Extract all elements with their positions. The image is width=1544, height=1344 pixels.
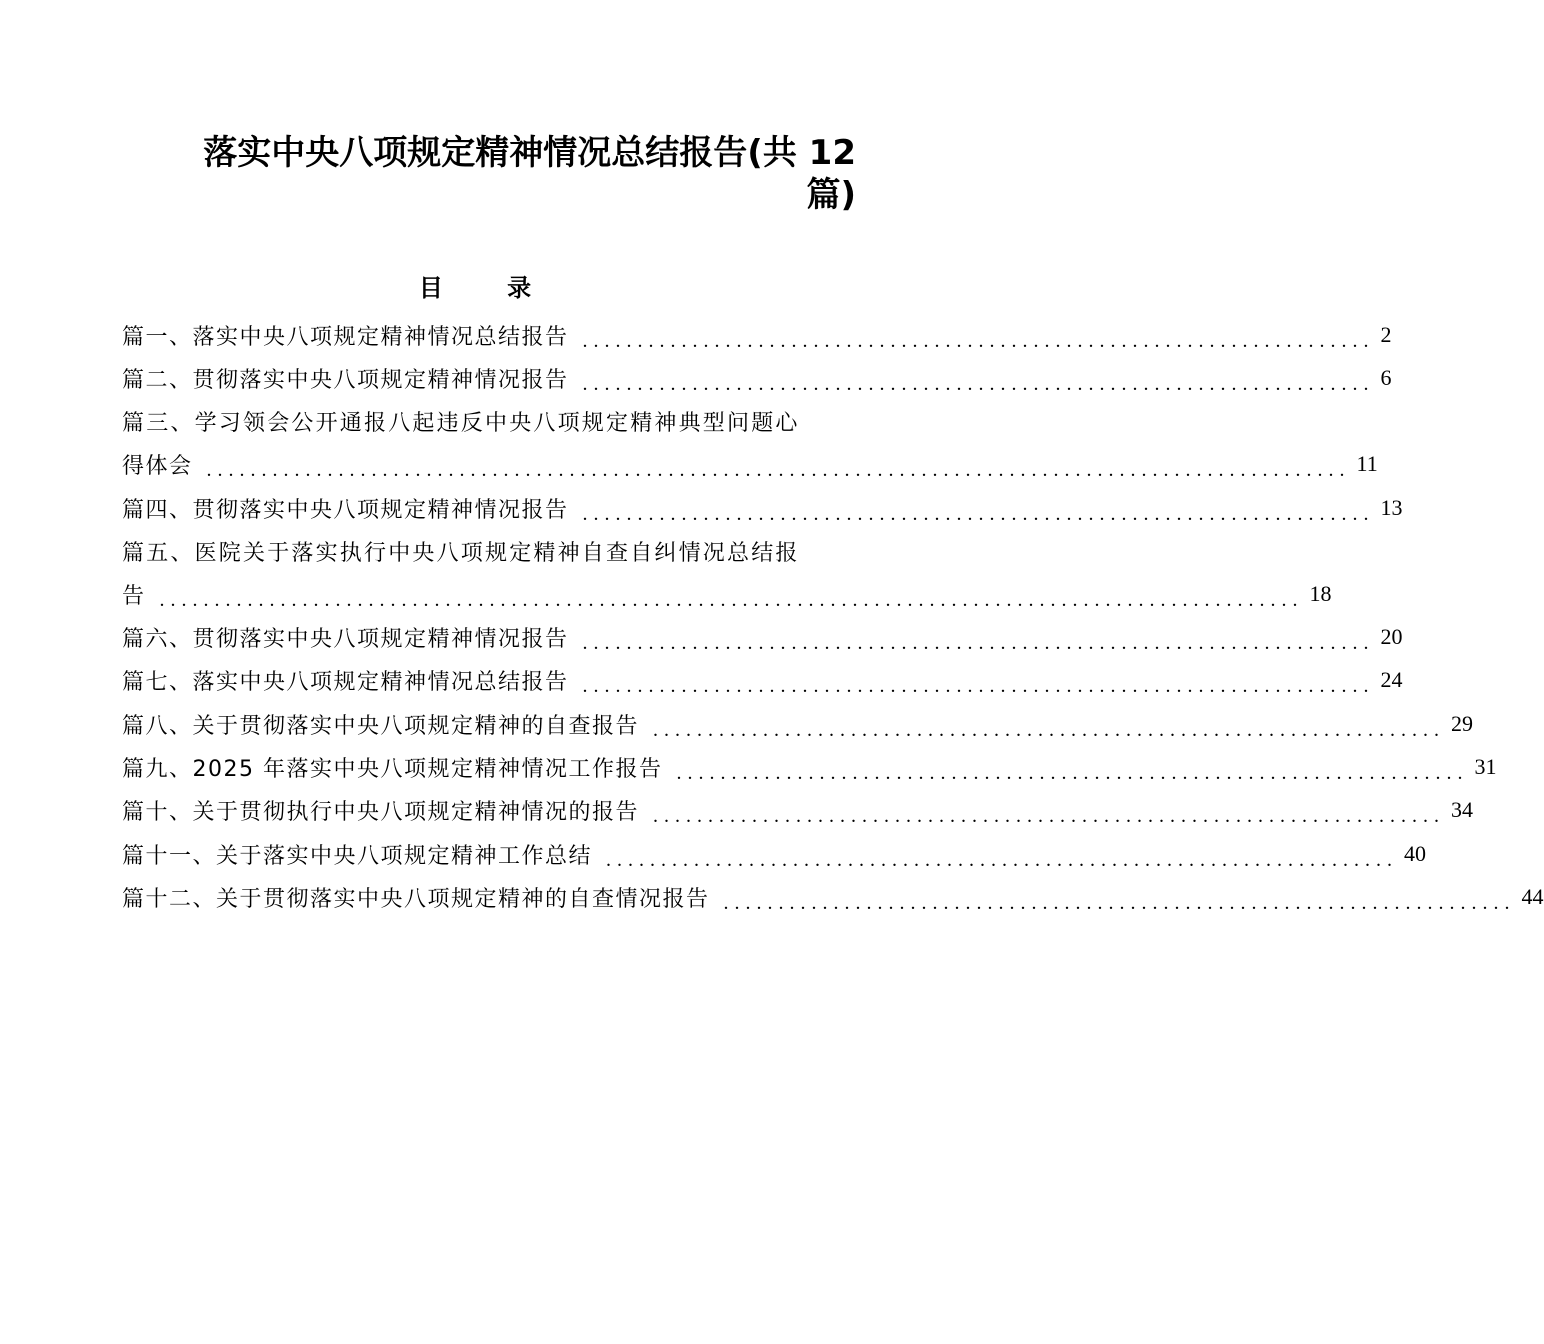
toc-entry-label: 得体会 — [122, 453, 193, 479]
toc-entry-6[interactable] — [122, 617, 1403, 657]
toc-page-number: 20 — [1380, 624, 1403, 649]
toc-entry-label: 告 — [122, 583, 146, 609]
toc-leader-dots: ........................................................................ — [676, 762, 1469, 784]
toc-entry-label: 篇九、2025 年落实中央八项规定精神情况工作报告 — [122, 756, 663, 782]
toc-leader-dots: ........................................................................ — [582, 330, 1375, 352]
toc-leader-dots: ........................................................................ — [582, 632, 1375, 654]
toc-entry-label: 篇八、关于贯彻落实中央八项规定精神的自查报告 — [122, 713, 640, 739]
toc-page-number: 34 — [1451, 797, 1474, 822]
toc-entry-3-line-2[interactable] — [122, 444, 1378, 484]
toc-entry-5-line-1[interactable] — [122, 531, 850, 571]
toc-entry-4[interactable] — [122, 488, 1403, 528]
toc-entry-label: 篇四、贯彻落实中央八项规定精神情况报告 — [122, 497, 569, 523]
toc-entry-7[interactable] — [122, 660, 1403, 700]
toc-entry-label: 篇一、落实中央八项规定精神情况总结报告 — [122, 324, 569, 350]
toc-entry-label: 篇三、学习领会公开通报八起违反中央八项规定精神典型问题心 — [122, 410, 800, 436]
toc-page-number: 6 — [1380, 365, 1392, 390]
toc-leader-dots: ........................................................................ — [653, 805, 1446, 827]
toc-entry-5-line-2[interactable] — [122, 574, 1332, 614]
toc-entry-label: 篇五、医院关于落实执行中央八项规定精神自查自纠情况总结报 — [122, 540, 800, 566]
toc-entry-label: 篇十一、关于落实中央八项规定精神工作总结 — [122, 843, 593, 869]
toc-entry-label: 篇十、关于贯彻执行中央八项规定精神情况的报告 — [122, 799, 640, 825]
toc-entry-8[interactable] — [122, 704, 1474, 744]
toc-entry-label: 篇六、贯彻落实中央八项规定精神情况报告 — [122, 626, 569, 652]
toc-heading: 目 录 — [418, 274, 560, 302]
toc-leader-dots: ........................................................................ — [723, 892, 1516, 914]
toc-page-number: 11 — [1356, 451, 1378, 476]
toc-leader-dots: ........................................................................ — [582, 503, 1375, 525]
toc-entry-11[interactable] — [122, 834, 1427, 874]
toc-page-number: 24 — [1380, 667, 1403, 692]
toc-page-number: 29 — [1451, 711, 1474, 736]
toc-entry-3-line-1[interactable] — [122, 401, 850, 441]
toc-page-number: 2 — [1380, 322, 1392, 347]
toc-leader-dots: ........................................................................ — [653, 719, 1446, 741]
toc-entry-10[interactable] — [122, 790, 1474, 830]
toc-page-number: 13 — [1380, 495, 1403, 520]
toc-page-number: 31 — [1474, 754, 1497, 779]
toc-entry-12[interactable] — [122, 877, 1544, 917]
toc-leader-dots: ........................................................................................................ — [206, 459, 1351, 481]
toc-page-number: 44 — [1521, 884, 1544, 909]
toc-page-number: 40 — [1404, 841, 1427, 866]
document-title-line-2: 篇) — [806, 175, 856, 215]
toc-entry-label: 篇二、贯彻落实中央八项规定精神情况报告 — [122, 367, 569, 393]
toc-entry-1[interactable] — [122, 315, 1392, 355]
toc-entry-2[interactable] — [122, 358, 1392, 398]
toc-entry-label: 篇七、落实中央八项规定精神情况总结报告 — [122, 669, 569, 695]
toc-entry-9[interactable] — [122, 747, 1497, 787]
toc-leader-dots: ........................................................................ — [606, 849, 1399, 871]
toc-page-number: 18 — [1309, 581, 1332, 606]
toc-leader-dots: ........................................................................ — [582, 675, 1375, 697]
toc-entry-label: 篇十二、关于贯彻落实中央八项规定精神的自查情况报告 — [122, 886, 710, 912]
toc-leader-dots: ........................................................................ — [582, 373, 1375, 395]
toc-leader-dots: ........................................................................................................ — [159, 589, 1304, 611]
document-title-line-1: 落实中央八项规定精神情况总结报告(共 12 — [203, 133, 856, 173]
